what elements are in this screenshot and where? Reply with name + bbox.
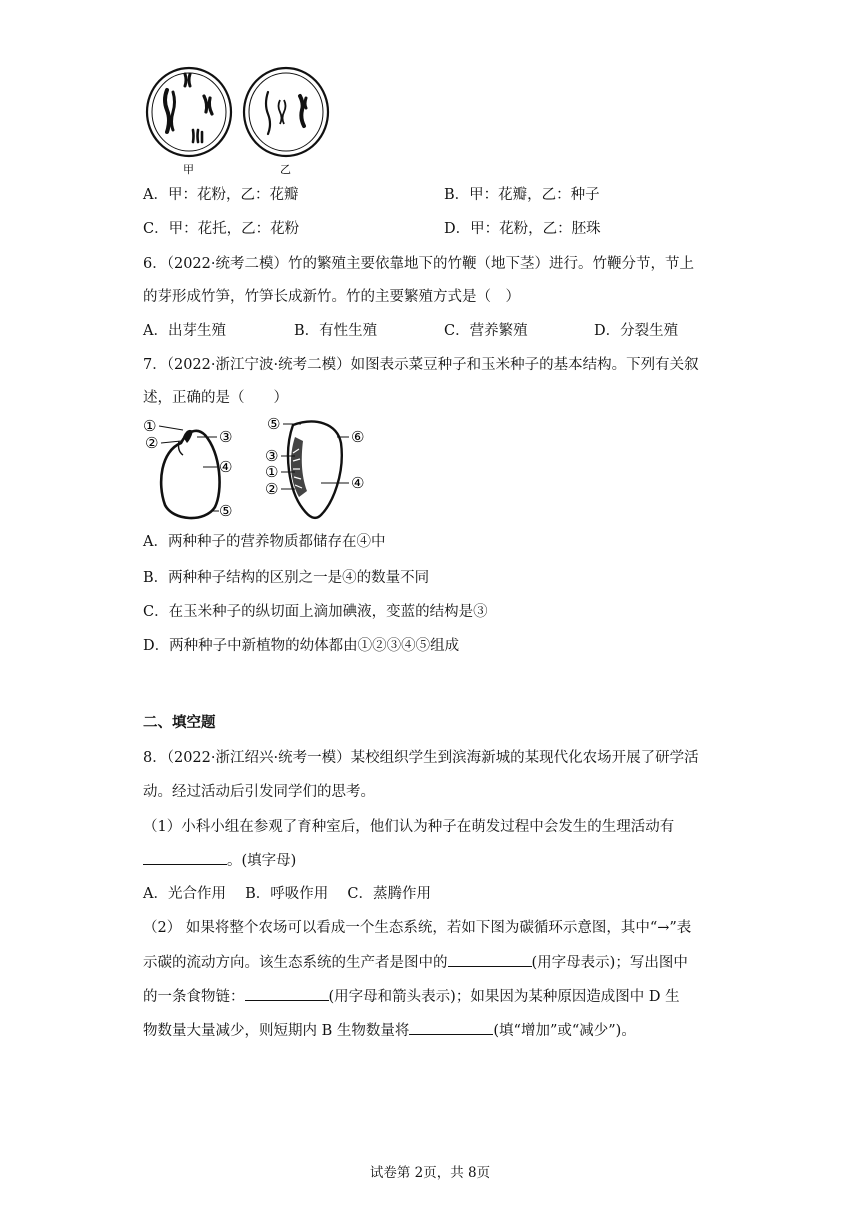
q8-part1-line2 — [143, 850, 296, 871]
cell-yi-label: 乙 — [280, 163, 291, 176]
q8-part2-line4-a: 物数量大量减少，则短期内 B 生物数量将 — [143, 1023, 410, 1039]
q8-stem-line1: 8．（2022·浙江绍兴·统考一模）某校组织学生到滨海新城的某现代化农场开展了研学活 — [143, 750, 699, 766]
bean-label-3: ③ — [219, 428, 233, 446]
q5-option-b: B．甲：花瓣，乙：种子 — [444, 187, 600, 203]
answer-blank-1[interactable] — [143, 850, 227, 865]
q8-stem-line2: 动。经过活动后引发同学们的思考。 — [143, 784, 375, 800]
bean-label-1: ① — [143, 417, 157, 435]
bean-label-2: ② — [145, 434, 159, 452]
cell-jia — [147, 68, 231, 156]
q6-option-b: B．有性生殖 — [294, 323, 378, 339]
q8-part1-suffix: 。(填字母) — [227, 853, 297, 869]
corn-label-2: ② — [265, 480, 279, 498]
bean-label-5: ⑤ — [219, 502, 233, 520]
q8-part2-line2-a: 示碳的流动方向。该生态系统的生产者是图中的 — [143, 955, 448, 971]
q7-stem-line1: 7．（2022·浙江宁波·统考二模）如图表示菜豆种子和玉米种子的基本结构。下列有关叙 — [143, 357, 699, 373]
bean-seed — [143, 417, 232, 520]
q8-part2-line4-b: (填“增加”或“减少”)。 — [493, 1023, 636, 1039]
q8-part2-line3-b: (用字母和箭头表示)；如果因为某种原因造成图中 D 生 — [328, 989, 680, 1005]
q7-option-d: D．两种种子中新植物的幼体都由①②③④⑤组成 — [143, 638, 460, 654]
cell-jia-label: 甲 — [183, 163, 194, 176]
q6-option-d: D．分裂生殖 — [594, 323, 679, 339]
page-footer: 试卷第 2页，共 8页 — [369, 1165, 491, 1181]
q5-option-c: C．甲：花托，乙：花粉 — [143, 221, 300, 237]
q8-part2-line3-a: 的一条食物链： — [143, 989, 245, 1005]
seed-structure-figure — [143, 413, 378, 525]
answer-blank-2[interactable] — [448, 952, 532, 967]
q7-stem-line2: 述，正确的是（ ） — [143, 390, 288, 406]
q8-part2-line4 — [143, 1020, 636, 1041]
corn-label-1: ① — [265, 463, 279, 481]
q8-part2-line2-b: (用字母表示)；写出图中 — [531, 955, 688, 971]
corn-label-5: ⑤ — [267, 415, 281, 433]
q7-option-b: B．两种种子结构的区别之一是④的数量不同 — [143, 570, 430, 586]
q6-stem-line1: 6．（2022·统考二模）竹的繁殖主要依靠地下的竹鞭（地下茎）进行。竹鞭分节，节上 — [143, 256, 694, 272]
cell-yi — [244, 68, 328, 156]
q8-part1-options: A．光合作用 B．呼吸作用 C．蒸腾作用 — [143, 886, 431, 902]
corn-label-6: ⑥ — [351, 428, 365, 446]
section-title: 二、填空题 — [143, 715, 216, 731]
q5-option-d: D．甲：花粉，乙：胚珠 — [444, 221, 601, 237]
q6-stem-line2: 的芽形成竹笋，竹笋长成新竹。竹的主要繁殖方式是（ ） — [143, 289, 520, 305]
bean-label-4: ④ — [219, 458, 233, 476]
answer-blank-4[interactable] — [409, 1020, 493, 1035]
q8-part1-line1: （1）小科小组在参观了育种室后，他们认为种子在萌发过程中会发生的生理活动有 — [143, 819, 675, 835]
q5-option-a: A．甲：花粉，乙：花瓣 — [143, 187, 299, 203]
corn-label-4: ④ — [351, 474, 365, 492]
q6-option-c: C．营养繁殖 — [444, 323, 528, 339]
answer-blank-3[interactable] — [245, 986, 329, 1001]
q7-option-a: A．两种种子的营养物质都储存在④中 — [143, 534, 386, 550]
cell-division-figure — [140, 66, 340, 178]
q8-part2-line2 — [143, 952, 688, 973]
corn-seed — [265, 415, 364, 518]
q8-part2-line3 — [143, 986, 680, 1007]
q6-option-a: A．出芽生殖 — [143, 323, 226, 339]
q7-option-c: C．在玉米种子的纵切面上滴加碘液，变蓝的结构是③ — [143, 604, 488, 620]
q8-part2-line1: （2） 如果将整个农场可以看成一个生态系统，若如下图为碳循环示意图，其中“→”表 — [143, 920, 692, 936]
corn-label-3: ③ — [265, 447, 279, 465]
